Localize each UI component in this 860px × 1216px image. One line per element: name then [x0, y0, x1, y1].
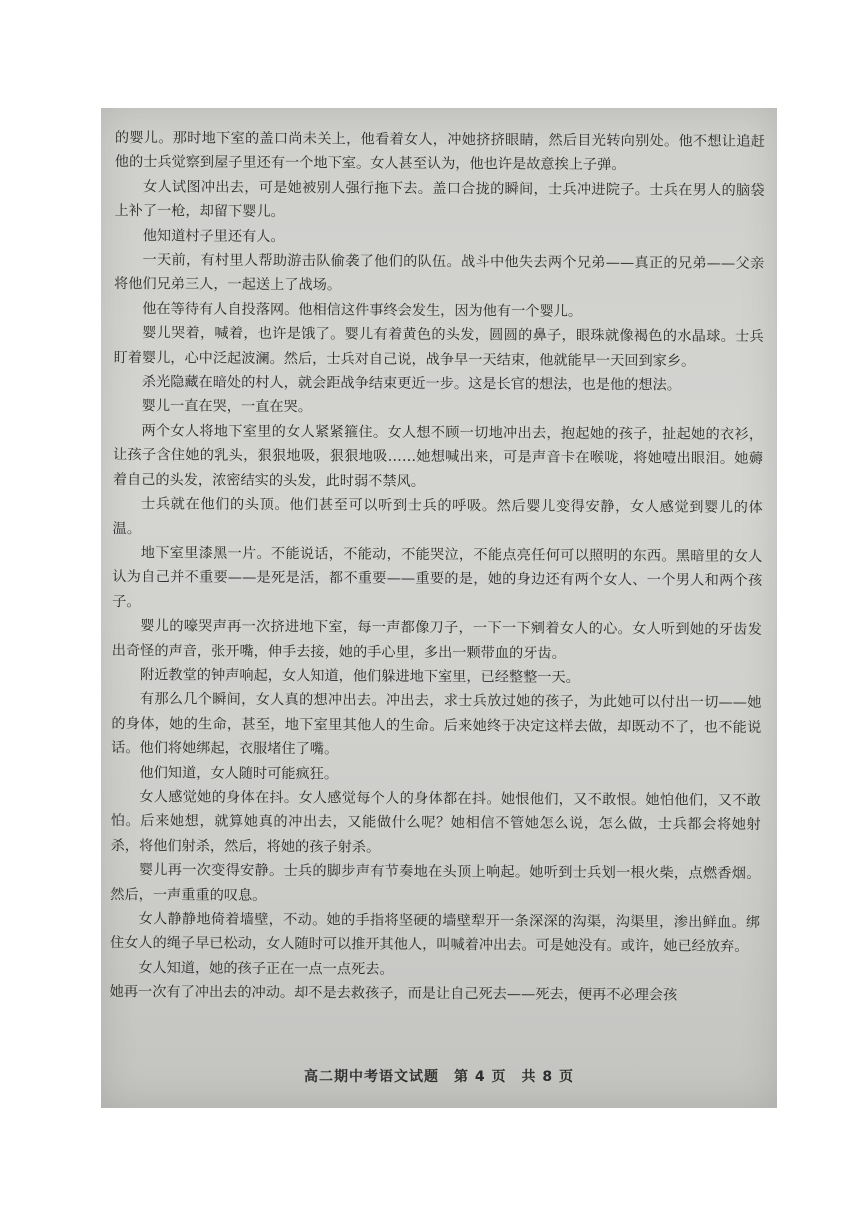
paragraph: 的婴儿。那时地下室的盖口尚未关上，他看着女人，冲她挤挤眼睛，然后目光转向别处。他不想让追赶他的士兵觉察到屋子里还有一个地下室。女人甚至认为，他也许是故意挨上子弹。	[114, 129, 765, 174]
paragraph: 婴儿再一次变得安静。士兵的脚步声有节奏地在头顶上响起。她听到士兵划一根火柴，点燃香烟。然后，一声重重的叹息。	[110, 862, 761, 904]
paragraph: 女人试图冲出去，可是她被别人强行拖下去。盖口合拢的瞬间，士兵冲进院子。士兵在男人的脑袋上补了一枪，却留下婴儿。	[114, 178, 765, 221]
paragraph: 婴儿一直在哭，一直在哭。	[141, 398, 312, 416]
paragraph: 地下室里漆黑一片。不能说话，不能动，不能哭泣，不能点亮任何可以照明的东西。黑暗里的女人认为自己并不重要——是死是活，都不重要——重要的是，她的身边还有两个女人、一个男人和两个孩子。	[112, 545, 763, 610]
paragraph: 两个女人将地下室里的女人紧紧箍住。女人想不顾一切地冲出去，抱起她的孩子，扯起她的衣衫，让孩子含住她的乳头，狠狠地吸，狠狠地吸……她想喊出来，可是声音卡在喉咙，将她噎出眼泪。她薅着自己的头发，浓密结实的头发，此时弱不禁风。	[112, 423, 764, 490]
paragraph: 她再一次有了冲出去的冲动。却不是去救孩子，而是让自己死去——死去，便再不必理会孩	[109, 984, 678, 1004]
paragraph: 婴儿哭着，喊着，也许是饿了。婴儿有着黄色的头发，圆圆的鼻子，眼珠就像褐色的水晶球。士兵盯着婴儿，心中泛起波澜。然后，士兵对自己说，战争早一天结束，他就能早一天回到家乡。	[113, 325, 764, 370]
paragraph: 有那么几个瞬间，女人真的想冲出去。冲出去，求士兵放过她的孩子，为此她可以付出一切——她的身体，她的生命，甚至，地下室里其他人的生命。后来她终于决定这样去做，却既动不了，也不能说话。他们将她绑起，衣服堵住了嘴。	[111, 691, 762, 758]
paragraph: 女人知道，她的孩子正在一点一点死去。	[138, 959, 394, 978]
paragraph: 他在等待有人自投落网。他相信这件事终会发生，因为他有一个婴儿。	[142, 301, 583, 320]
scanned-page-photo	[101, 108, 777, 1108]
story-text	[110, 126, 765, 1009]
paragraph: 他们知道，女人随时可能疯狂。	[139, 764, 339, 782]
paragraph: 女人感觉她的身体在抖。女人感觉每个人的身体都在抖。她恨他们，又不敢恨。她怕他们，又不敢怕。后来她想，就算她真的冲出去，又能做什么呢？她相信不管她怎么说，怎么做，士兵都会将她射杀，将他们射杀，然后，将她的孩子射杀。	[110, 789, 761, 856]
paragraph: 附近教堂的钟声响起，女人知道，他们躲进地下室里，已经整整一天。	[139, 667, 580, 686]
paragraph: 士兵就在他们的头顶。他们甚至可以听到士兵的呼吸。然后婴儿变得安静，女人感觉到婴儿的体温。	[112, 496, 763, 537]
paragraph: 女人静静地倚着墙壁，不动。她的手指将坚硬的墙壁犁开一条深深的沟渠，沟渠里，渗出鲜血。绑住女人的绳子早已松动，女人随时可以推开其他人，叫喊着冲出去。可是她没有。或许，她已经放弃。	[109, 911, 761, 956]
paragraph: 他知道村子里还有人。	[142, 227, 285, 245]
paragraph: 一天前，有村里人帮助游击队偷袭了他们的队伍。战斗中他失去两个兄弟——真正的兄弟——父亲将他们兄弟三人，一起送上了战场。	[113, 252, 765, 294]
paragraph: 婴儿的嚎哭声再一次挤进地下室，每一声都像刀子，一下一下剜着女人的心。女人听到她的牙齿发出奇怪的声音，张开嘴，伸手去接，她的手心里，多出一颗带血的牙齿。	[111, 618, 762, 662]
page-footer: 高二期中考语文试题 第 4 页 共 8 页	[304, 1069, 574, 1085]
paragraph: 杀光隐藏在暗处的村人，就会距战争结束更近一步。这是长官的想法，也是他的想法。	[141, 374, 682, 394]
